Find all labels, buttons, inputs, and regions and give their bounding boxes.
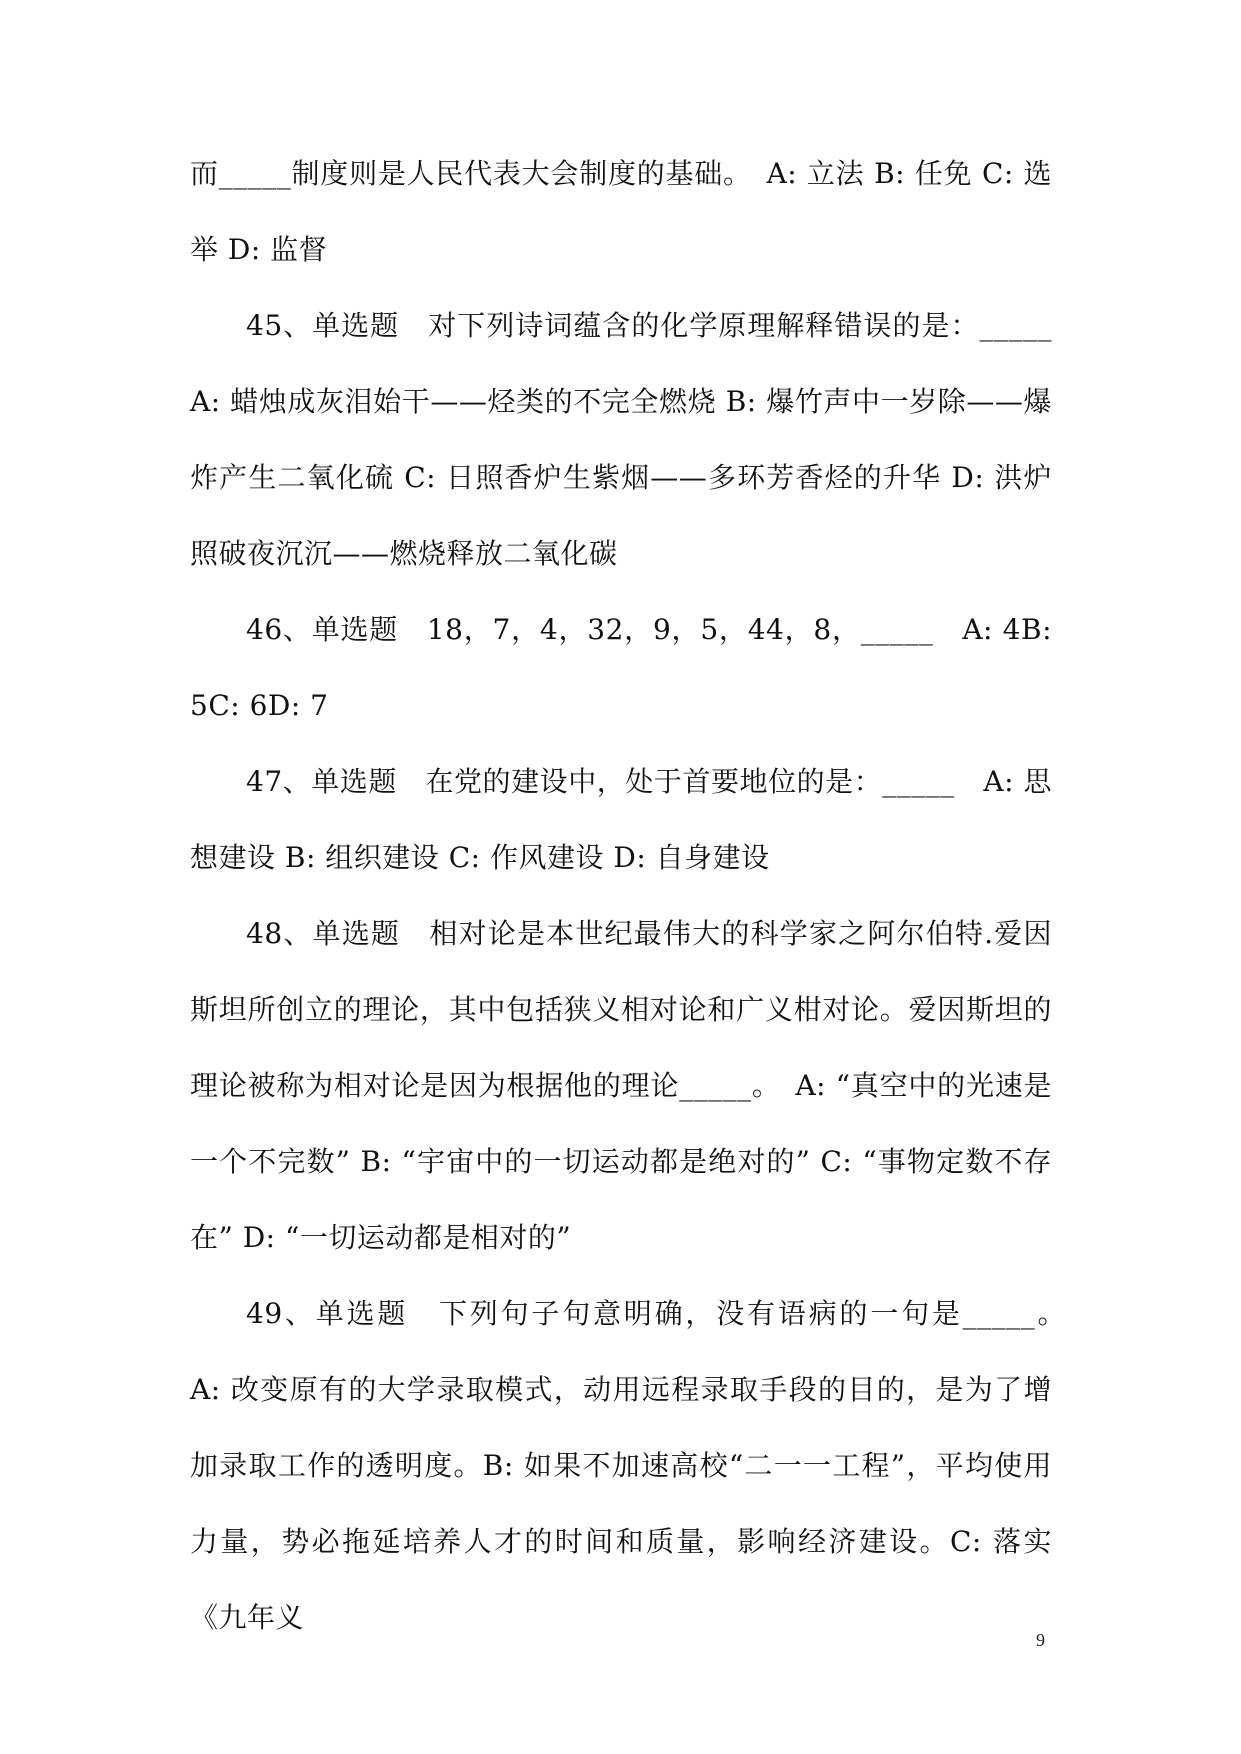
question-45: 45、单选题 对下列诗词蕴含的化学原理解释错误的是：_____ A: 蜡烛成灰泪始干——烃类的不完全燃烧 B: 爆竹声中一岁除——爆炸产生二氧化硫 C: 日照香炉生紫烟——多环芳香烃的升华 D: 洪炉照破夜沉沉——燃烧释放二氧化碳 — [190, 309, 1052, 570]
question-49: 49、单选题 下列句子句意明确，没有语病的一句是_____。 A: 改变原有的大学录取模式，动用远程录取手段的目的，是为了增加录取工作的透明度。B: 如果不加速高校“二一一工程”，平均使用力量，势必拖延培养人才的时间和质量，影响经济建设。C: 落实《九年义 — [190, 1297, 1081, 1634]
paragraph-continuation: 而_____制度则是人民代表大会制度的基础。 A: 立法 B: 任免 C: 选举 D: 监督 — [190, 157, 1052, 266]
page-number: 9 — [1036, 1630, 1045, 1650]
question-46: 46、单选题 18，7，4，32，9，5，44，8，_____ A: 4B: 5C: 6D: 7 — [190, 613, 1052, 722]
question-47: 47、单选题 在党的建设中，处于首要地位的是：_____ A: 思想建设 B: 组织建设 C: 作风建设 D: 自身建设 — [190, 765, 1052, 874]
question-48: 48、单选题 相对论是本世纪最伟大的科学家之阿尔伯特.爱因斯坦所创立的理论，其中包括狭义相对论和广义柑对论。爱因斯坦的理论被称为相对论是因为根据他的理论_____。 A: “真空中的光速是一个不完数” B: “宇宙中的一切运动都是绝对的” C: “事物定数不存在” D: “一切运动都是相对的” — [190, 917, 1052, 1254]
page-content — [190, 136, 1081, 1656]
